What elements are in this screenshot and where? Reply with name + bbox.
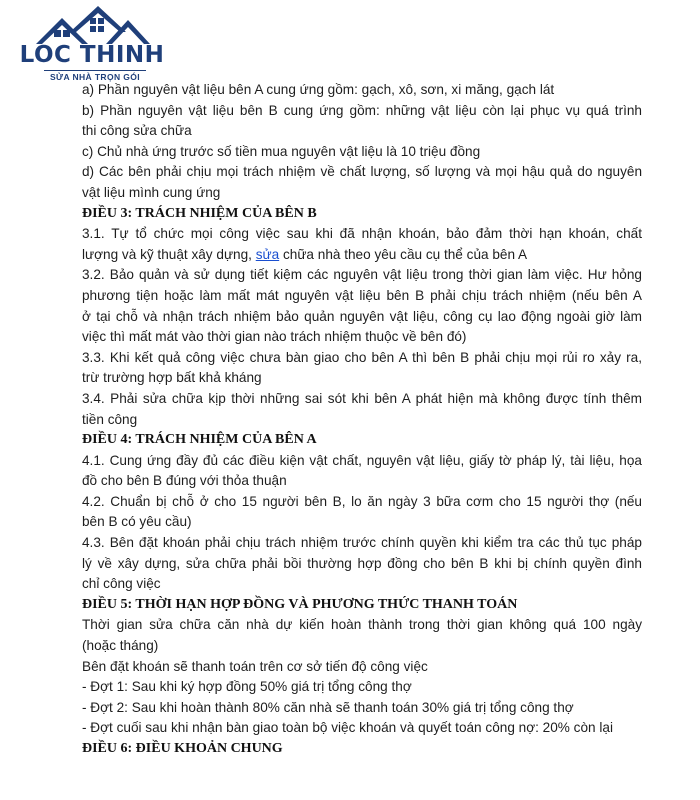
logo-tagline: SỬA NHÀ TRỌN GÓI	[44, 70, 146, 82]
heading-article-3: ĐIỀU 3: TRÁCH NHIỆM CỦA BÊN B	[82, 205, 317, 221]
clause-3-4-line1: 3.4. Phải sửa chữa kịp thời những sai sót khi bên A phát hiện mà không được tính thêm	[82, 390, 642, 406]
paragraph-a: a) Phần nguyên vật liệu bên A cung ứng gồm: gạch, xô, sơn, xi măng, gạch lát	[82, 82, 555, 97]
heading-article-6: ĐIỀU 6: ĐIỀU KHOẢN CHUNG	[82, 741, 283, 756]
contract-document	[82, 80, 642, 760]
paragraph-c: c) Chủ nhà ứng trước số tiền mua nguyên vật liệu là 10 triệu đồng	[82, 143, 481, 159]
clause-4-2-line1: 4.2. Chuẩn bị chỗ ở cho 15 người bên B, lo ăn ngày 3 bữa cơm cho 15 người thợ (nếu	[82, 493, 642, 509]
paragraph-b-line1: b) Phần nguyên vật liệu bên B cung ứng gồm: những vật liệu còn lại phục vụ quá trình	[82, 102, 642, 118]
article-5-line3: Bên đặt khoán sẽ thanh toán trên cơ sở tiến độ công việc	[82, 658, 428, 674]
article-5-line2: (hoặc tháng)	[82, 638, 159, 654]
clause-3-3-line2: trừ trường hợp bất khả kháng	[82, 370, 262, 386]
clause-4-3-line3: chỉ công việc	[82, 576, 161, 592]
payment-phase-1: - Đợt 1: Sau khi ký hợp đồng 50% giá trị tổng công thợ	[82, 679, 412, 695]
clause-3-3-line1: 3.3. Khi kết quả công việc chưa bàn giao cho bên A thì bên B phải chịu mọi rủi ro xảy ra,	[82, 349, 642, 365]
clause-4-3-line2: lý về xây dựng, sửa chữa phải bồi thường hợp đồng cho bên B khi bị chính quyền đình	[82, 555, 642, 571]
clause-3-2-line1: 3.2. Bảo quản và sử dụng tiết kiệm các nguyên vật liệu trong thời gian làm việc. Hư hỏng	[82, 267, 642, 283]
clause-4-1-line2: đồ cho bên B đúng với thỏa thuận	[82, 473, 287, 489]
clause-4-3-line1: 4.3. Bên đặt khoán phải chịu trách nhiệm trước chính quyền khi kiểm tra các thủ tục pháp	[82, 535, 642, 551]
clause-3-4-line2: tiền công	[82, 411, 138, 427]
clause-3-2-line3: ở tại chỗ và nhận trách nhiệm bảo quản nguyên vật liệu, công cụ lao động ngoài giờ làm	[82, 308, 642, 324]
clause-3-2-line4: việc thì mất mát vào thời gian nào trách nhiệm thuộc về bên đó)	[82, 329, 467, 345]
clause-4-1-line1: 4.1. Cung ứng đầy đủ các điều kiện vật chất, nguyên vật liệu, giấy tờ pháp lý, tài liệu, họa	[82, 452, 642, 468]
clause-3-1-text-a: lượng và kỹ thuật xây dựng,	[82, 246, 256, 262]
paragraph-d-line2: vật liệu mình cung ứng	[82, 184, 221, 200]
payment-phase-2: - Đợt 2: Sau khi hoàn thành 80% căn nhà sẽ thanh toán 30% giá trị tổng công thợ	[82, 699, 574, 715]
clause-3-1-line1: 3.1. Tự tổ chức mọi công việc sau khi đã nhận khoán, bảo đảm thời hạn khoán, chất	[82, 226, 642, 242]
heading-article-5: ĐIỀU 5: THỜI HẠN HỢP ĐỒNG VÀ PHƯƠNG THỨC THANH TOÁN	[82, 596, 518, 612]
logo-name: LOC THINH	[19, 42, 165, 68]
brand-logo	[14, 4, 170, 84]
paragraph-d-line1: d) Các bên phải chịu mọi trách nhiệm về chất lượng, số lượng và mọi hậu quả do nguyên	[82, 164, 642, 180]
clause-3-1-text-b: chữa nhà theo yêu cầu cụ thể của bên A	[279, 246, 528, 262]
clause-3-1-line2	[82, 245, 642, 266]
article-5-line1: Thời gian sửa chữa căn nhà dự kiến hoàn thành trong thời gian không quá 100 ngày	[82, 617, 642, 633]
payment-phase-final: - Đợt cuối sau khi nhận bàn giao toàn bộ việc khoán và quyết toán công nợ: 20% còn lại	[82, 720, 613, 736]
house-roofs-icon	[32, 4, 152, 46]
sua-link[interactable]: sửa	[255, 246, 280, 262]
paragraph-b-line2: thi công sửa chữa	[82, 123, 192, 139]
clause-3-2-line2: phương tiện hoặc làm mất mát nguyên vật liệu bên B phải chịu trách nhiệm (nếu bên A	[82, 287, 642, 303]
clause-4-2-line2: bên B có yêu cầu)	[82, 514, 192, 530]
heading-article-4: ĐIỀU 4: TRÁCH NHIỆM CỦA BÊN A	[82, 432, 317, 448]
